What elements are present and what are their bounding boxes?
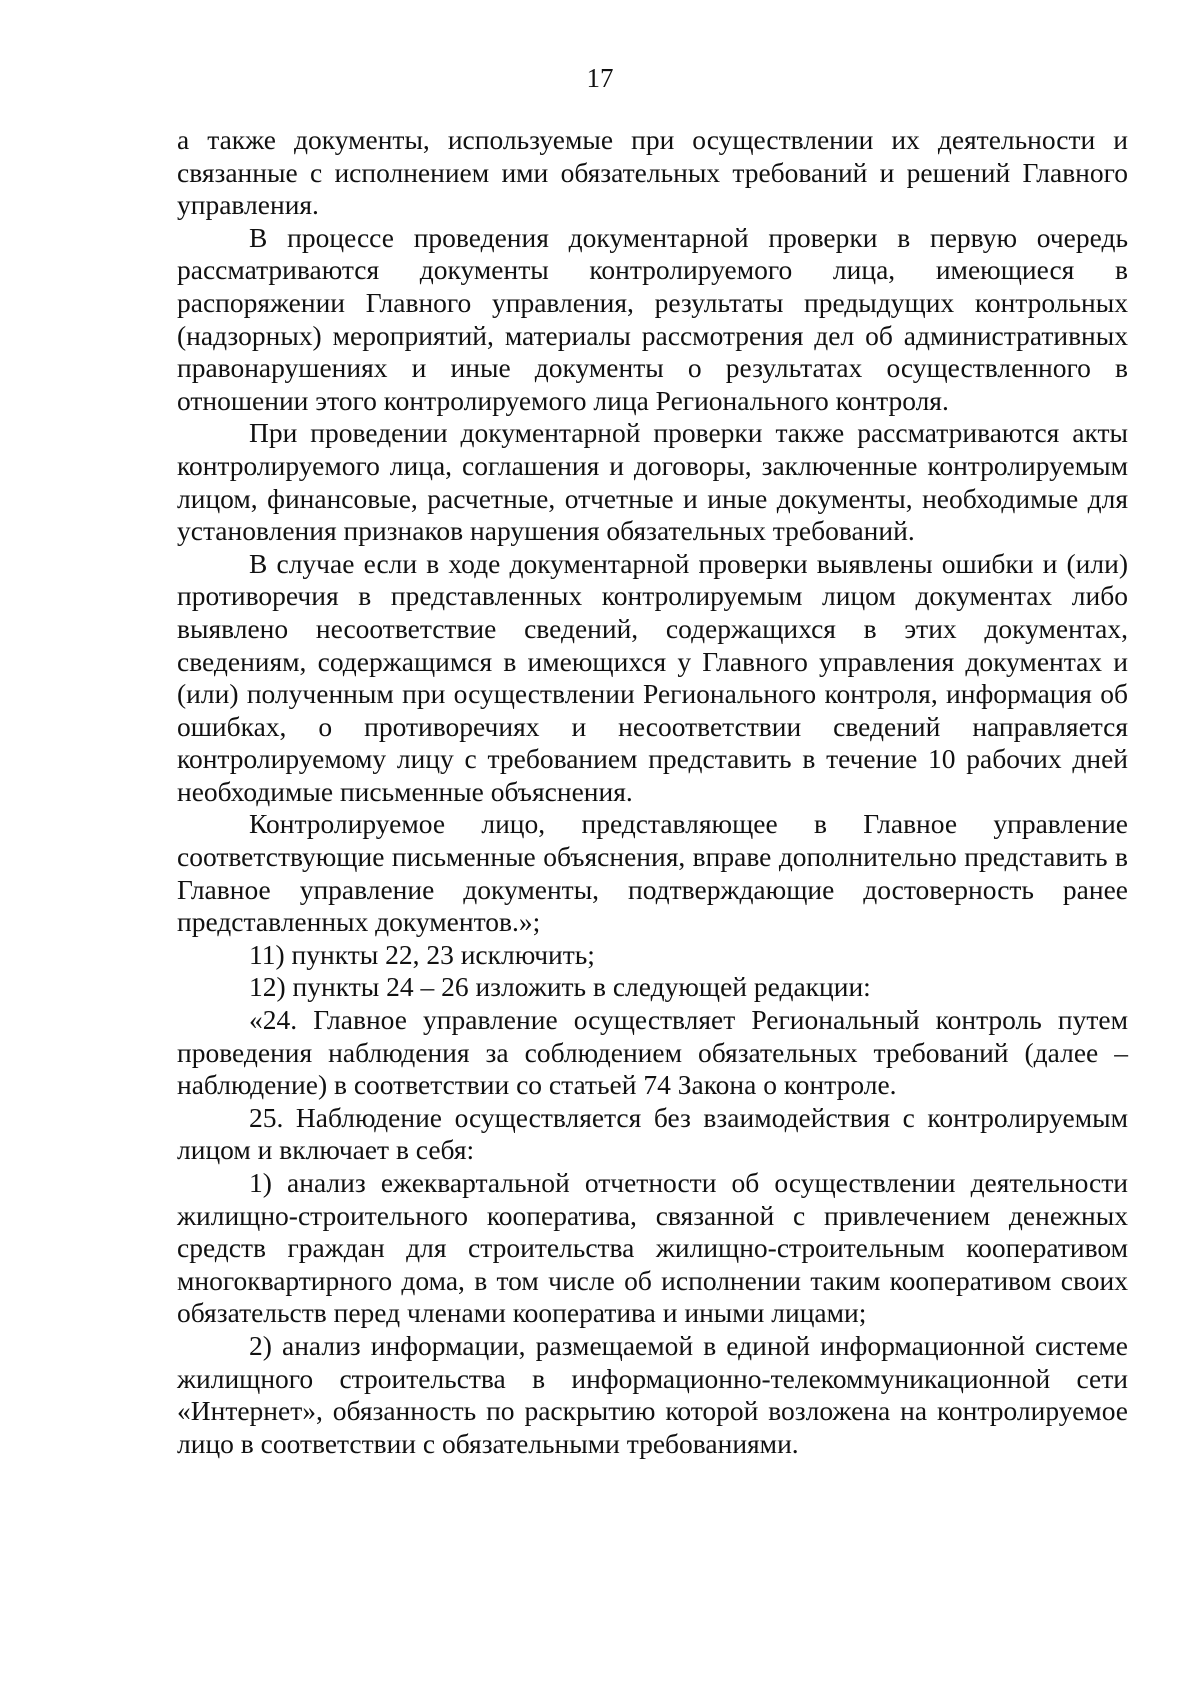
paragraph-point-25: 25. Наблюдение осуществляется без взаимодействия с контролируемым лицом и включает в себя: (177, 1101, 1128, 1166)
paragraph: В процессе проведения документарной проверки в первую очередь рассматриваются документы контролируемого лица, имеющиеся в распоряжении Главного управления, результаты предыдущих контрольных (надзорных) мероприятий, материалы рассмотрения дел об административных правонарушениях и иные документы о результатах осуществленного в отношении этого контролируемого лица Регионального контроля. (177, 221, 1128, 416)
paragraph-point-24: «24. Главное управление осуществляет Региональный контроль путем проведения наблюдения за соблюдением обязательных требований (далее – наблюдение) в соответствии со статьей 74 Закона о контроле. (177, 1004, 1128, 1101)
paragraph: При проведении документарной проверки также рассматриваются акты контролируемого лица, соглашения и договоры, заключенные контролируемым лицом, финансовые, расчетные, отчетные и иные документы, необходимые для установления признаков нарушения обязательных требований. (177, 417, 1128, 547)
paragraph-item-12: 12) пункты 24 – 26 изложить в следующей редакции: (249, 971, 871, 1003)
paragraph: В случае если в ходе документарной проверки выявлены ошибки и (или) противоречия в представленных контролируемым лицом документах либо выявлено несоответствие сведений, содержащихся в этих документах, сведениям, содержащимся в имеющихся у Главного управления документах и (или) полученным при осуществлении Регионального контроля, информация об ошибках, о противоречиях и несоответствии сведений направляется контролируемому лицу с требованием представить в течение 10 рабочих дней необходимые письменные объяснения. (177, 547, 1128, 807)
paragraph: Контролируемое лицо, представляющее в Главное управление соответствующие письменные объяснения, вправе дополнительно представить в Главное управление документы, подтверждающие достоверность ранее представленных документов.»; (177, 808, 1128, 938)
paragraph-item-11: 11) пункты 22, 23 исключить; (249, 938, 595, 970)
page-number: 17 (586, 63, 614, 93)
document-body (177, 124, 1128, 1460)
paragraph-subitem-1: 1) анализ ежеквартальной отчетности об осуществлении деятельности жилищно-строительного кооператива, связанной с привлечением денежных средств граждан для строительства жилищно-строительным кооперативом многоквартирного дома, в том числе об исполнении таким кооперативом своих обязательств перед членами кооператива и иными лицами; (177, 1167, 1128, 1329)
paragraph-subitem-2: 2) анализ информации, размещаемой в единой информационной системе жилищного строительства в информационно-телекоммуникационной сети «Интернет», обязанность по раскрытию которой возложена на контролируемое лицо в соответствии с обязательными требованиями. (177, 1329, 1128, 1459)
paragraph-continuation: а также документы, используемые при осуществлении их деятельности и связанные с исполнением ими обязательных требований и решений Главного управления. (177, 124, 1128, 221)
